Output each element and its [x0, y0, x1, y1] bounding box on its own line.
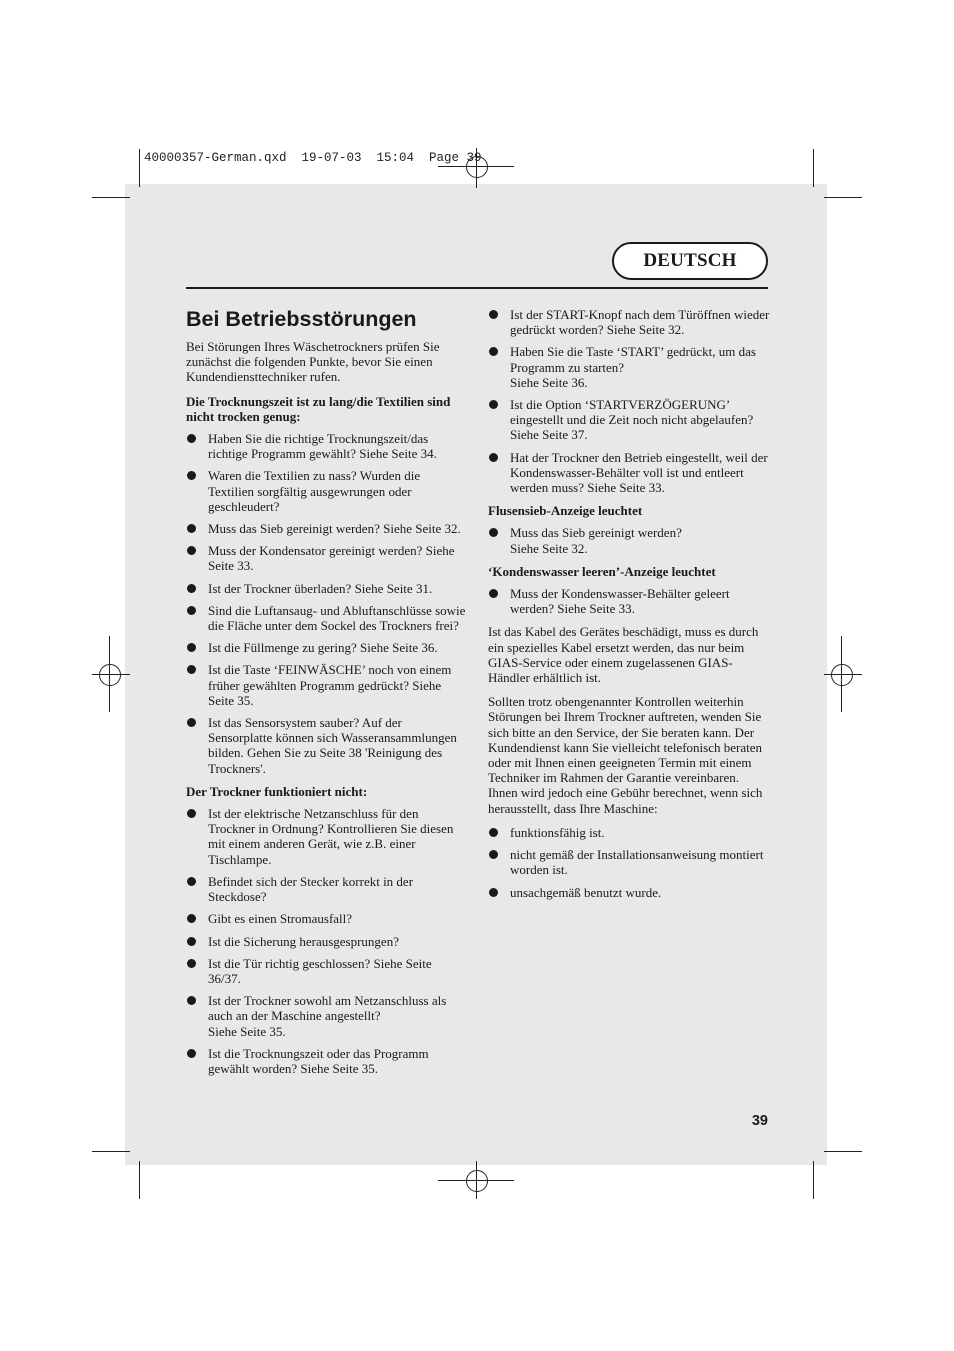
list-item: Hat der Trockner den Betrieb eingestellt, weil der Kondenswasser-Behälter voll ist und entleert werden muss? Siehe Seite 33. [488, 450, 770, 496]
list-item: Muss der Kondensator gereinigt werden? Siehe Seite 33. [186, 543, 466, 573]
list-item: funktionsfähig ist. [488, 825, 770, 840]
header-rule [186, 287, 768, 289]
print-slug-line: 40000357-German.qxd 19-07-03 15:04 Page 39 [144, 151, 482, 165]
list-item: Ist der elektrische Netzanschluss für den Trockner in Ordnung? Kontrollieren Sie diesen mit einem anderen Gerät, wie z.B. einer Tischlampe. [186, 806, 466, 867]
list-item: Haben Sie die Taste ‘START’ gedrückt, um das Programm zu starten? Siehe Seite 36. [488, 344, 770, 390]
list-item: unsachgemäß benutzt wurde. [488, 885, 770, 900]
list-item: Gibt es einen Stromausfall? [186, 911, 466, 926]
list-item: Ist der START-Knopf nach dem Türöffnen wieder gedrückt worden? Siehe Seite 32. [488, 307, 770, 337]
page-title: Bei Betriebsstörungen [186, 307, 417, 331]
charge-conditions-list [488, 825, 770, 900]
list-item: Muss der Kondenswasser-Behälter geleert werden? Siehe Seite 33. [488, 586, 770, 616]
list-item: Sind die Luftansaug- und Abluftanschlüsse sowie die Fläche unter dem Sockel des Trockners frei? [186, 603, 466, 633]
list-item: nicht gemäß der Installationsanweisung montiert worden ist. [488, 847, 770, 877]
section-heading-drying-time: Die Trocknungszeit ist zu lang/die Textilien sind nicht trocken genug: [186, 393, 451, 424]
list-item: Muss das Sieb gereinigt werden? Siehe Seite 32. [186, 521, 466, 536]
section-heading-empty-water: ‘Kondenswasser leeren’-Anzeige leuchtet [488, 563, 716, 579]
page-number: 39 [751, 1113, 768, 1129]
language-badge: DEUTSCH [612, 242, 768, 280]
list-item: Ist die Option ‘STARTVERZÖGERUNG’ eingestellt und die Zeit noch nicht abgelaufen? Siehe Seite 37. [488, 397, 770, 443]
list-item: Ist die Tür richtig geschlossen? Siehe Seite 36/37. [186, 956, 466, 986]
left-column [186, 307, 466, 1084]
drying-time-checklist [186, 431, 466, 776]
lint-filter-checklist [488, 525, 770, 555]
service-paragraph: Sollten trotz obengenannter Kontrollen weiterhin Störungen bei Ihrem Trockner auftreten, wenden Sie sich bitte an den Service, der Sie beraten kann. Der Kundendienst kann Sie vielleicht telefonisch beraten oder mit Ihnen einen geeigneten Termin mit einem Techniker im Rahmen der Garantie vereinbaren. Ihnen wird jedoch eine Gebühr berechnet, wenn sich herausstellt, dass Ihre Maschine: [488, 694, 763, 816]
list-item: Ist die Sicherung herausgesprungen? [186, 934, 466, 949]
not-working-checklist [186, 806, 466, 1076]
list-item: Waren die Textilien zu nass? Wurden die Textilien sorgfältig ausgewrungen oder geschleudert? [186, 468, 466, 514]
list-item: Ist der Trockner sowohl am Netzanschluss als auch an der Maschine angestellt? Siehe Seite 35. [186, 993, 466, 1039]
list-item: Ist die Taste ‘FEINWÄSCHE’ noch von einem früher gewählten Programm gedrückt? Siehe Seite 35. [186, 662, 466, 708]
section-heading-lint-filter: Flusensieb-Anzeige leuchtet [488, 503, 643, 519]
list-item: Haben Sie die richtige Trocknungszeit/das richtige Programm gewählt? Siehe Seite 34. [186, 431, 466, 461]
list-item: Ist die Füllmenge zu gering? Siehe Seite 36. [186, 640, 466, 655]
not-working-checklist-continued [488, 307, 770, 495]
list-item: Ist das Sensorsystem sauber? Auf der Sensorplatte können sich Wasseransammlungen bilden. Gehen Sie zu Seite 38 'Reinigung des Trockners'. [186, 715, 466, 776]
cable-damage-paragraph: Ist das Kabel des Gerätes beschädigt, muss es durch ein spezielles Kabel ersetzt werden, das nur beim GIAS-Service oder einem zugelassenen GIAS-Händler erhältlich ist. [488, 624, 759, 686]
list-item: Muss das Sieb gereinigt werden? Siehe Seite 32. [488, 525, 770, 555]
list-item: Ist der Trockner überladen? Siehe Seite 31. [186, 581, 466, 596]
empty-water-checklist [488, 586, 770, 616]
list-item: Befindet sich der Stecker korrekt in der Steckdose? [186, 874, 466, 904]
section-heading-not-working: Der Trockner funktioniert nicht: [186, 783, 368, 799]
right-column [488, 307, 770, 908]
intro-text: Bei Störungen Ihres Wäschetrockners prüfen Sie zunächst die folgenden Punkte, bevor Sie einen Kundendiensttechniker rufen. [186, 339, 440, 385]
list-item: Ist die Trocknungszeit oder das Programm gewählt worden? Siehe Seite 35. [186, 1046, 466, 1076]
